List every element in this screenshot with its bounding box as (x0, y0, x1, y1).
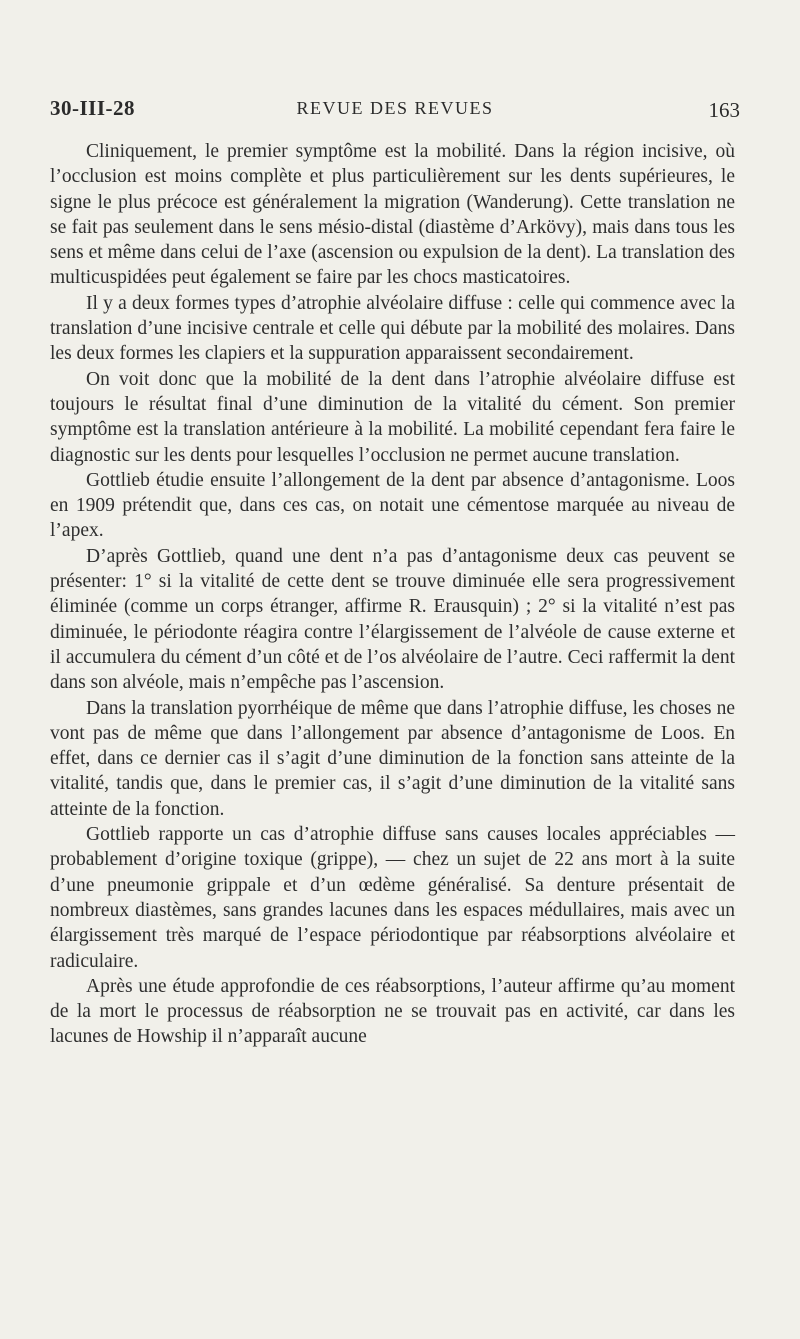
paragraph: Il y a deux formes types d’atrophie alvéolaire diffuse : celle qui commence avec la translation d’une incisive centrale et celle qui débute par la mobilité des molaires. Dans les deux formes les clapiers et la suppuration apparaissent secondairement. (50, 292, 735, 365)
header-journal-title: REVUE DES REVUES (296, 98, 494, 118)
running-header (50, 96, 740, 126)
paragraph: Gottlieb étudie ensuite l’allongement de la dent par absence d’antagonisme. Loos en 1909 prétendit que, dans ces cas, on notait une cémentose marquée au niveau de l’apex. (50, 469, 735, 542)
paragraph: D’après Gottlieb, quand une dent n’a pas d’antagonisme deux cas peuvent se présenter: 1° si la vitalité de cette dent se trouve diminuée elle sera progressivement éliminée (comme un corps étranger, affirme R. Erausquin) ; 2° si la vitalité n’est pas diminuée, le périodonte réagira contre l’élargissement de l’alvéole de cause externe et il accumulera du cément d’un côté et de l’os alvéolaire de l’autre. Ceci raffermit la dent dans son alvéole, mais n’empêche pas l’ascension. (50, 545, 735, 694)
paragraph: Après une étude approfondie de ces réabsorptions, l’auteur affirme qu’au moment de la mort le processus de réabsorption ne se trouvait pas en activité, car dans les lacunes de Howship il n’apparaît aucune (50, 975, 735, 1048)
article-body (50, 139, 735, 1050)
header-date-reference: 30-III-28 (50, 96, 136, 120)
paragraph: Dans la translation pyorrhéique de même que dans l’atrophie diffuse, les choses ne vont pas de même que dans l’allongement par absence d’antagonisme de Loos. En effet, dans ce dernier cas il s’agit d’une diminution de la fonction sans atteinte de la vitalité, tandis que, dans le premier cas, il s’agit d’une diminution de la vitalité sans atteinte de la fonction. (50, 697, 735, 820)
paragraph: On voit donc que la mobilité de la dent dans l’atrophie alvéolaire diffuse est toujours le résultat final d’une diminution de la vitalité du cément. Son premier symptôme est la translation antérieure à la mobilité. La mobilité cependant fera faire le diagnostic sur les dents pour lesquelles l’occlusion ne permet aucune translation. (50, 368, 735, 466)
paragraph: Cliniquement, le premier symptôme est la mobilité. Dans la région incisive, où l’occlusion est moins complète et plus particulièrement sur les dents supérieures, le signe le plus précoce est généralement la migration (Wanderung). Cette translation ne se fait pas seulement dans le sens mésio-distal (diastème d’Arkövy), mais dans tous les sens et même dans celui de l’axe (ascension ou expulsion de la dent). La translation des multicuspidées peut également se faire par les chocs masticatoires. (50, 141, 735, 289)
page-number: 163 (708, 98, 740, 122)
paragraph: Gottlieb rapporte un cas d’atrophie diffuse sans causes locales appréciables — probablement d’origine toxique (grippe), — chez un sujet de 22 ans mort à la suite d’une pneumonie grippale et d’un œdème généralisé. Sa denture présentait de nombreux diastèmes, sans grandes lacunes dans les espaces médullaires, mais avec un élargissement très marqué de l’espace périodontique par réabsorptions alvéolaire et radiculaire. (50, 824, 735, 972)
